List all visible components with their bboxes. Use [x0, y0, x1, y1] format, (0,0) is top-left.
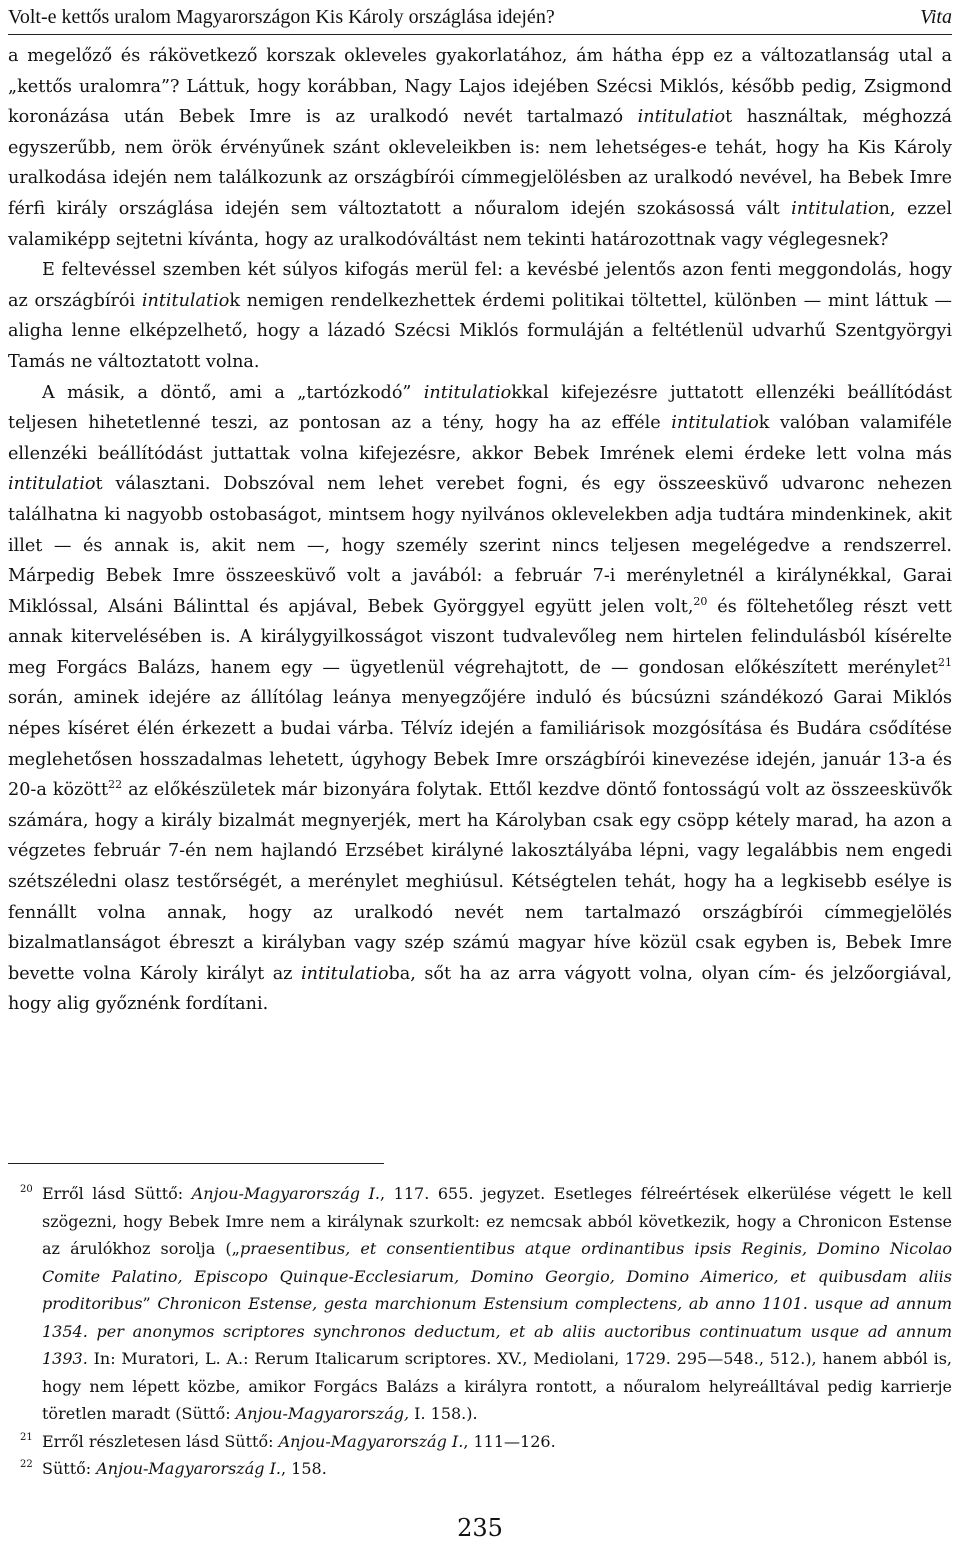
running-header-section: Vita [920, 6, 952, 28]
text-run: a megelőző és rákövetkező korszak okleveles gyakorlatához, ám hátha épp ez a változatlanság utal a „kettős uralomra”? Láttuk, hogy korábban, Nagy Lajos idejében Szécsi Miklós, később pedig, Zsigmond koronázása után Bebek Imre is az uralkodó nevét tartalmazó [8, 46, 952, 128]
footnote-divider [8, 1163, 384, 1164]
text-run: t választani. Dobszóval nem lehet verebet fogni, és egy összeesküvő udvaronc nehezen találhatna ki nagyobb ostobaságot, mintsem hogy nyilvános oklevelekben adja tudtára mindenkinek, akit illet — és annak is, akit nem —, hogy személy szerint nincs teljesen megelégedve a rendszerrel. Márpedig Bebek Imre összeesküvő volt a javából: a február 7-i merényletnél a királynékkal, Garai Miklóssal, Alsáni Bálinttal és apjával, Bebek Györggyel együtt jelen volt, [8, 474, 952, 617]
footnote-reference: 21 [938, 655, 952, 669]
italic-text: intitulatio [8, 474, 96, 495]
italic-text: Anjou-Magyarország I. [191, 1184, 380, 1203]
italic-text: intitulatio [300, 963, 389, 984]
text-run: , 111—126. [463, 1431, 556, 1451]
italic-text: praesentibus, et consentientibus atque ordinantibus ipsis Reginis, Domino Nicolao Comite Palatino, Episcopo Quinque-Ecclesiarum, Domino Georgio, Domino Aimerico, et quibusdam aliis proditoribus [42, 1239, 953, 1313]
text-run: kkal kifejezésre juttatott ellenzéki beállítódást teljesen hihetetlenné teszi, az pontosan az a tény, hogy ha az efféle [8, 382, 952, 434]
text-run: és föltehetőleg részt vett annak kitervelésében is. A királygyilkosságot viszont tudvalevőleg nem hirtelen felindulásból kísérelte meg Forgács Balázs, hanem egy — ügyetlenül végrehajtott, de — gondosan előkészített merénylet [8, 596, 952, 678]
italic-text: Anjou-Magyarország I. [96, 1459, 281, 1478]
text-run: k valóban valamiféle ellenzéki beállítódást juttattak volna kifejezésre, akkor Bebek Imrének elemi érdeke lett volna más [8, 413, 952, 464]
paragraph [8, 41, 952, 255]
text-run: Erről lásd Süttő: [42, 1184, 192, 1203]
italic-text: intitulatio [671, 413, 759, 434]
running-header-title: Volt-e kettős uralom Magyarországon Kis Károly országlása idején? [8, 6, 555, 28]
italic-text: Anjou-Magyarország I. [278, 1431, 464, 1451]
text-run: , 117. 655. jegyzet. Esetleges félreértések elkerülése végett le kell szögezni, hogy Bebek Imre nem a királynak szurkolt: ez nemcsak abból következik, hogy a Chronicon Estense az árulókhoz sorolja („ [42, 1184, 953, 1258]
page-number: 235 [457, 1514, 503, 1542]
paragraph [8, 378, 952, 1020]
footnote-number: 21 [20, 1431, 33, 1443]
main-text [8, 41, 952, 1020]
italic-text: intitulatio [141, 290, 230, 311]
text-run: k nemigen rendelkezhettek érdemi politikai töltettel, különben — mint láttuk — aligha lenne elképzelhető, hogy a lázadó Szécsi Miklós formuláján a feltétlenül udvarhű Szentgyörgyi Tamás ne változtatott volna. [8, 290, 953, 372]
italic-text: Anjou-Magyarország, [235, 1404, 410, 1423]
text-run: t használtak, méghozzá egyszerűbb, nem örök érvényűnek szánt okleveleikben is: nem lehetséges-e tehát, hogy ha Kis Károly uralkodása idején nem találkozunk az országbírói címmegjelölésben az uralkodó nevével, ha Bebek Imre férfi király országlása idején sem változtatott a nőuralom idején szokásossá vált [8, 107, 952, 219]
footnote-reference: 20 [693, 594, 708, 608]
text-run: In: Muratori, L. A.: Rerum Italicarum scriptores. XV., Mediolani, 1729. 295—548., 512.), hanem abból is, hogy nem lépett közbe, amikor Forgács Balázs a királyra rontott, a nőuralom helyreálltával pedig karrierje töretlen maradt (Süttő: [42, 1349, 952, 1423]
footnote [8, 1428, 952, 1456]
paragraph [8, 255, 952, 377]
text-run: Süttő: [42, 1459, 97, 1478]
text-run: Erről részletesen lásd Süttő: [42, 1431, 279, 1451]
text-run: során, aminek idejére az állítólag leánya menyegzőjére induló és búcsúzni szándékozó Garai Miklós népes kíséret élén érkezett a budai várba. Télvíz idején a familiárisok mozgósítása és Budára csődítése meglehetősen hosszadalmas lehetett, úgyhogy Bebek Imre országbírói kinevezése idején, január 13-a és 20-a között [8, 688, 952, 801]
text-run: , 158. [280, 1459, 327, 1478]
text-run: az előkészületek már bizonyára folytak. Ettől kezdve döntő fontosságú volt az összeesküvők számára, hogy a király bizalmát megnyerjék, mert ha Károlyban csak egy csöpp kétely marad, ha azon a végzetes február 7-én nem hajlandó Erzsébet királyné lakosztályába lépni, vagy legalábbis nem engedi szétszéledni olasz testőrségét, a merénylet meghiúsul. Kétségtelen tehát, hogy ha a legkisebb esélye is fennállt volna annak, hogy az uralkodó nevét nem tartalmazó országbírói címmegjelölés bizalmatlanságot ébreszt a királyban vagy szép számú magyar híve közül csak egyben is, Bebek Imre bevette volna Károly királyt az [8, 780, 952, 984]
running-header [8, 2, 952, 35]
footnote [8, 1180, 952, 1428]
text-run: I. 158.). [409, 1404, 478, 1423]
italic-text: intitulatio [423, 382, 512, 403]
footnote-number: 20 [20, 1184, 33, 1195]
italic-text: Chronicon Estense, gesta marchionum Estensium complectens, ab anno 1101. usque ad annum 1354. per anonymos scriptores synchronos deductum, et ab aliis auctoribus continuatum usque ad annum 1393. [42, 1294, 952, 1368]
footnote-reference: 22 [108, 778, 123, 792]
italic-text: intitulatio [791, 198, 879, 219]
footnote-number: 22 [20, 1459, 33, 1470]
text-run: n, ezzel valamiképp sejtetni kívánta, hogy az uralkodóváltást nem tekinti határozottnak vagy véglegesnek? [8, 198, 952, 250]
text-run: ba, sőt ha az arra vágyott volna, olyan cím- és jelzőorgiával, hogy alig győznénk fordítani. [8, 963, 952, 1015]
italic-text: intitulatio [637, 107, 726, 128]
text-run: E feltevéssel szemben két súlyos kifogás merül fel: a kevésbé jelentős azon fenti meggondolás, hogy az országbírói [8, 260, 952, 311]
footnotes [8, 1180, 952, 1483]
text-run: A másik, a döntő, ami a „tartózkodó” [42, 382, 424, 403]
text-run: ” [142, 1294, 158, 1313]
footnote [8, 1455, 952, 1483]
